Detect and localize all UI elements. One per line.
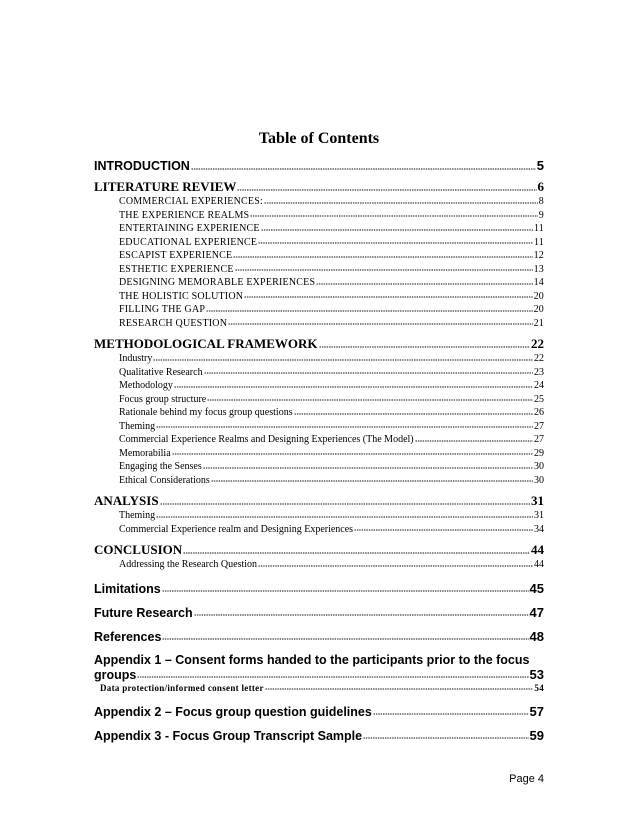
dot-leader [206, 303, 532, 312]
toc-label: COMMERCIAL EXPERIENCES: [119, 196, 263, 207]
toc-entry-conclusion[interactable] [94, 542, 544, 558]
toc-label: Commercial Experience Realms and Designing Experiences (The Model) [119, 434, 414, 445]
toc-entry-filling-the-gap[interactable] [94, 303, 544, 317]
dot-leader [156, 509, 533, 518]
toc-label: References [94, 629, 162, 644]
toc-label: Engaging the Senses [119, 461, 202, 472]
dot-leader [265, 682, 534, 690]
toc-entry-appendix-1-line1[interactable]: Appendix 1 – Consent forms handed to the participants prior to the focus [94, 652, 530, 667]
toc-entry-commercial-realms-model[interactable] [94, 433, 544, 447]
toc-label: Appendix 3 - Focus Group Transcript Sample [94, 728, 363, 743]
toc-label: Limitations [94, 581, 161, 596]
toc-label: ANALYSIS [94, 493, 159, 508]
toc-page-number: 53 [529, 666, 544, 682]
toc-page-number: 25 [534, 393, 544, 405]
toc-label: Addressing the Research Question [119, 559, 258, 570]
toc-page-number: 14 [533, 277, 544, 288]
dot-leader [162, 629, 528, 640]
page-footer: Page 4 [509, 773, 544, 785]
toc-label: EDUCATIONAL EXPERIENCE [119, 236, 258, 248]
toc-entry-research-question[interactable] [94, 317, 544, 331]
toc-page-number: 21 [533, 317, 544, 329]
toc-entry-methodology[interactable] [94, 379, 544, 393]
dot-leader [235, 263, 533, 272]
toc-page-number: 26 [534, 407, 544, 418]
dot-leader [294, 406, 533, 415]
toc-label: DESIGNING MEMORABLE EXPERIENCES [119, 277, 316, 288]
toc-page-number: 11 [533, 223, 544, 234]
dot-leader [204, 366, 533, 375]
toc-label: ESTHETIC EXPERIENCE [119, 263, 234, 275]
toc-label: Ethical Considerations [119, 474, 210, 486]
dot-leader [244, 290, 532, 299]
toc-label: INTRODUCTION [94, 159, 190, 173]
toc-page-number: 22 [534, 353, 544, 364]
toc-entry-holistic-solution[interactable] [94, 290, 544, 304]
page-title: Table of Contents [258, 130, 380, 147]
toc-entry-methodological-framework[interactable] [94, 336, 544, 352]
dot-leader [207, 393, 533, 402]
dot-leader [319, 336, 530, 348]
toc-page-number: 27 [534, 434, 544, 445]
toc-entry-experience-realms[interactable] [94, 209, 544, 223]
toc-label: Rationale behind my focus group questions [119, 407, 293, 418]
toc-label: LITERATURE REVIEW [94, 179, 237, 194]
toc-entry-appendix-2[interactable] [94, 704, 544, 719]
toc-entry-literature-review[interactable] [94, 179, 544, 195]
toc-label: Focus group structure [119, 393, 207, 405]
toc-label: ENTERTAINING EXPERIENCE [119, 223, 260, 234]
dot-leader [174, 379, 533, 388]
dot-leader [228, 317, 532, 326]
toc-entry-memorabilia[interactable] [94, 447, 544, 461]
toc-entry-limitations[interactable] [94, 581, 544, 596]
toc-entry-theming[interactable] [94, 420, 544, 434]
toc-label: groups [94, 667, 137, 682]
table-of-contents [94, 158, 544, 743]
toc-page-number: 22 [531, 336, 544, 351]
dot-leader [261, 222, 533, 231]
toc-label: Commercial Experience realm and Designing Experiences [119, 523, 354, 535]
toc-page-number: 59 [529, 727, 544, 743]
toc-entry-engaging-senses[interactable] [94, 460, 544, 474]
toc-page-number: 31 [531, 493, 544, 508]
dot-leader [156, 420, 533, 429]
toc-label: Future Research [94, 605, 193, 620]
toc-page-number: 47 [529, 604, 544, 620]
toc-entry-future-research[interactable] [94, 605, 544, 620]
dot-leader [415, 433, 533, 442]
toc-label: Data protection/informed consent letter [100, 682, 264, 693]
toc-label: Qualitative Research [119, 366, 203, 378]
toc-page-number: 34 [534, 523, 544, 535]
toc-label: ESCAPIST EXPERIENCE [119, 250, 233, 261]
toc-label: Memorabilia [119, 447, 171, 459]
dot-leader [183, 542, 530, 554]
toc-label: CONCLUSION [94, 542, 183, 557]
toc-page-number: 44 [531, 542, 544, 557]
toc-label: THE HOLISTIC SOLUTION [119, 290, 244, 302]
dot-leader [233, 249, 532, 258]
toc-page-number: 27 [534, 420, 544, 432]
toc-label: Industry [119, 353, 153, 364]
toc-label: Methodology [119, 380, 173, 391]
toc-page-number: 20 [533, 290, 544, 302]
toc-label: Appendix 2 – Focus group question guidelines [94, 704, 372, 719]
toc-entry-analysis-theming[interactable] [94, 509, 544, 523]
dot-leader [194, 605, 529, 616]
toc-label: METHODOLOGICAL FRAMEWORK [94, 336, 318, 351]
toc-entry-data-protection[interactable] [94, 682, 544, 695]
dot-leader [153, 352, 533, 361]
toc-page-number: 13 [533, 263, 544, 275]
toc-page-number: 30 [534, 474, 544, 486]
dot-leader [258, 558, 533, 567]
toc-page-number: 45 [529, 580, 544, 596]
toc-entry-esthetic-experience[interactable] [94, 263, 544, 277]
dot-leader [373, 704, 529, 715]
toc-entry-references[interactable] [94, 629, 544, 644]
toc-page-number: 6 [537, 179, 544, 194]
toc-entry-analysis-commercial[interactable] [94, 523, 544, 537]
toc-entry-designing-memorable[interactable] [94, 276, 544, 290]
dot-leader [203, 460, 533, 469]
toc-page-number: 30 [534, 461, 544, 472]
toc-page-number: 20 [533, 304, 544, 315]
toc-page-number: 5 [536, 158, 544, 173]
toc-entry-introduction[interactable] [94, 158, 544, 173]
toc-page-number: 57 [529, 703, 544, 719]
toc-page-number: 31 [534, 510, 544, 521]
toc-page-number: 11 [533, 236, 544, 248]
toc-entry-focus-group-structure[interactable] [94, 393, 544, 407]
toc-entry-qualitative-research[interactable] [94, 366, 544, 380]
dot-leader [264, 195, 538, 204]
toc-entry-ethical-considerations[interactable] [94, 474, 544, 488]
dot-leader [162, 581, 529, 592]
dot-leader [316, 276, 532, 285]
toc-entry-appendix-3[interactable] [94, 728, 544, 743]
toc-label: FILLING THE GAP [119, 304, 206, 315]
toc-page-number: 9 [538, 209, 544, 221]
toc-entry-appendix-1[interactable] [94, 667, 544, 682]
toc-page-number: 23 [534, 366, 544, 378]
toc-entry-rationale[interactable] [94, 406, 544, 420]
dot-leader [237, 179, 536, 191]
toc-entry-commercial-experiences[interactable] [94, 195, 544, 209]
toc-entry-analysis[interactable] [94, 493, 544, 509]
toc-page-number: 54 [534, 682, 544, 693]
dot-leader [160, 493, 530, 505]
dot-leader [258, 236, 533, 245]
toc-entry-addressing-question[interactable] [94, 558, 544, 572]
dot-leader [137, 667, 528, 678]
dot-leader [211, 474, 533, 483]
toc-page-number: 44 [534, 559, 544, 570]
toc-label: Theming [119, 420, 156, 432]
toc-page-number: 29 [534, 447, 544, 459]
toc-entry-educational-experience[interactable] [94, 236, 544, 250]
dot-leader [172, 447, 533, 456]
toc-page-number: 8 [538, 196, 544, 207]
toc-page-number: 12 [533, 250, 544, 261]
dot-leader [363, 728, 528, 739]
dot-leader [354, 523, 533, 532]
toc-page-number: 24 [534, 380, 544, 391]
toc-entry-entertaining-experience[interactable] [94, 222, 544, 236]
toc-entry-escapist-experience[interactable] [94, 249, 544, 263]
toc-entry-industry[interactable] [94, 352, 544, 366]
toc-label: RESEARCH QUESTION [119, 317, 228, 329]
toc-label: THE EXPERIENCE REALMS [119, 209, 250, 221]
dot-leader [191, 159, 536, 170]
dot-leader [250, 209, 537, 218]
toc-label: Theming [119, 510, 156, 521]
toc-page-number: 48 [529, 628, 544, 644]
